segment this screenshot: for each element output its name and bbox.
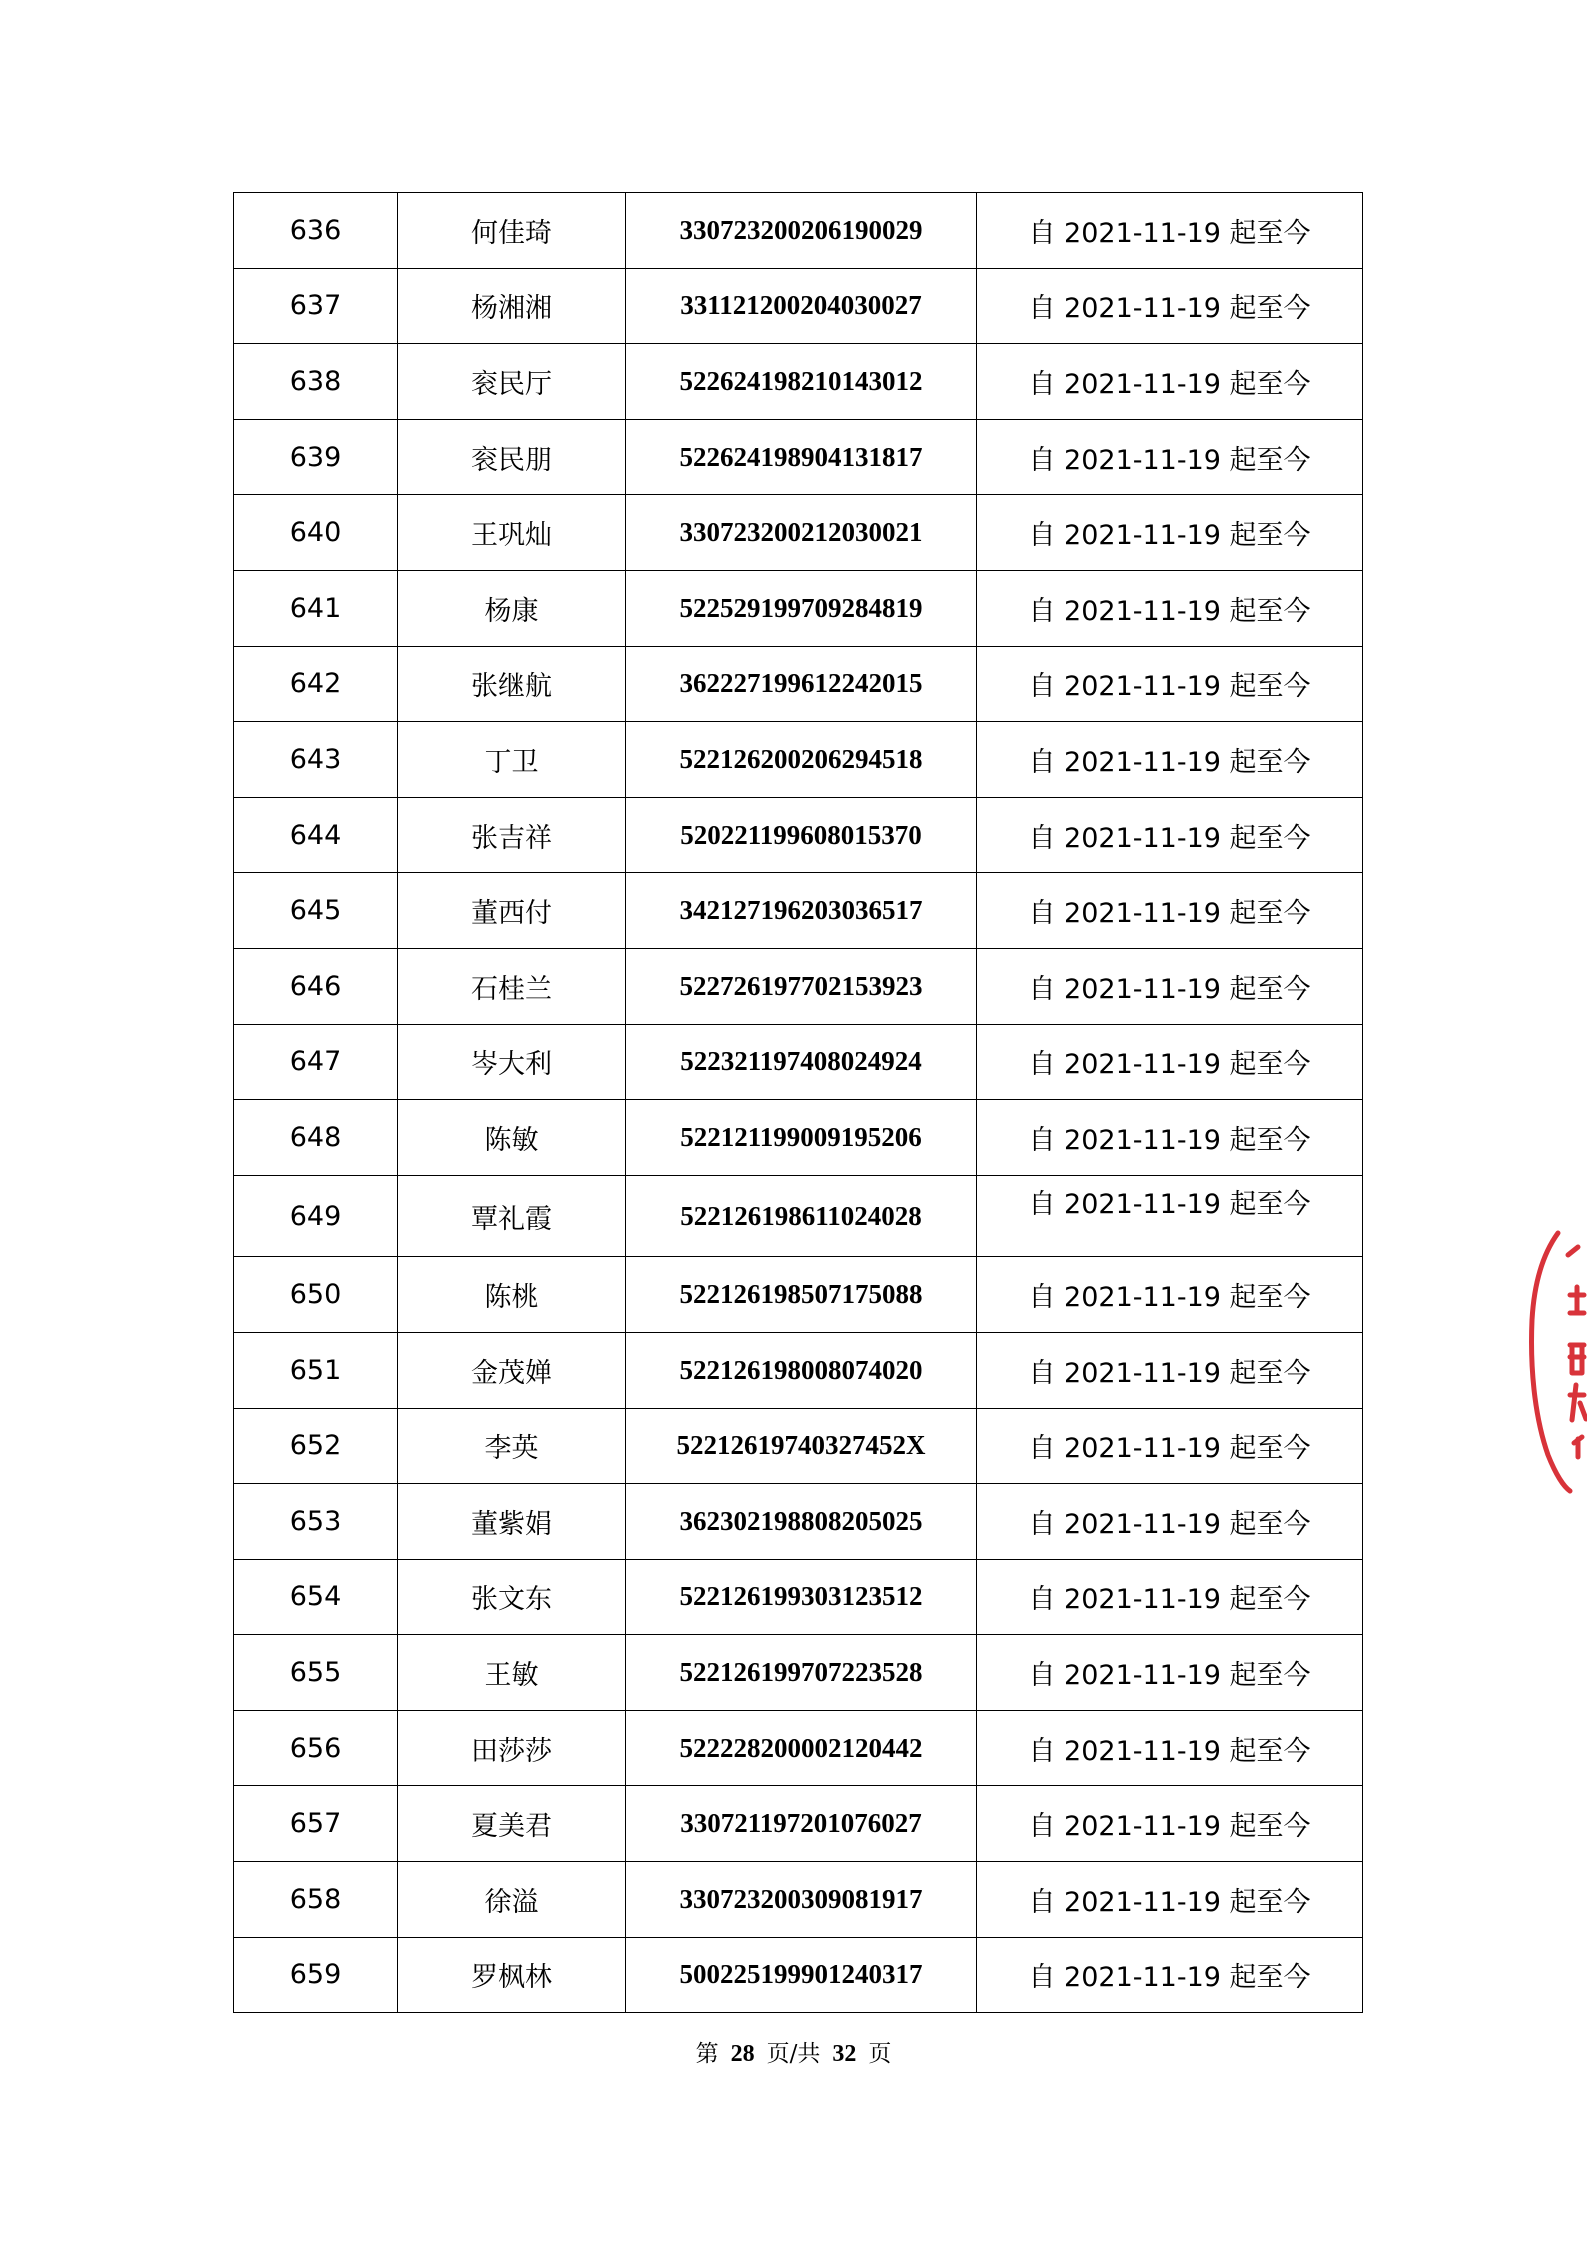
id-number: 330721197201076027: [626, 1786, 977, 1862]
roster-table: [233, 192, 1363, 2013]
row-number: 657: [234, 1786, 398, 1862]
validity-period: 自 2021-11-19 起至今: [977, 873, 1363, 949]
id-number: 522126200206294518: [626, 722, 977, 798]
id-number: 362302198808205025: [626, 1484, 977, 1560]
row-number: 637: [234, 268, 398, 344]
id-number: 522624198210143012: [626, 344, 977, 420]
id-number: 342127196203036517: [626, 873, 977, 949]
person-name: 田莎莎: [398, 1710, 626, 1786]
footer-suffix: 页: [868, 2041, 892, 2067]
table-row: [234, 344, 1363, 420]
footer-total-pages: 32: [832, 2041, 857, 2067]
row-number: 654: [234, 1559, 398, 1635]
person-name: 王巩灿: [398, 495, 626, 571]
id-number: 522228200002120442: [626, 1710, 977, 1786]
id-number: 522126198008074020: [626, 1332, 977, 1408]
id-number: 522126199303123512: [626, 1559, 977, 1635]
validity-period: 自 2021-11-19 起至今: [977, 1024, 1363, 1100]
table-row: [234, 797, 1363, 873]
table-row: [234, 1484, 1363, 1560]
table-row: [234, 722, 1363, 798]
table-row: [234, 1937, 1363, 2013]
validity-period: 自 2021-11-19 起至今: [977, 1786, 1363, 1862]
table-row: [234, 1786, 1363, 1862]
validity-period: 自 2021-11-19 起至今: [977, 344, 1363, 420]
person-name: 张继航: [398, 646, 626, 722]
person-name: 覃礼霞: [398, 1175, 626, 1257]
person-name: 陈敏: [398, 1100, 626, 1176]
person-name: 董紫娟: [398, 1484, 626, 1560]
id-number: 330723200309081917: [626, 1862, 977, 1938]
table-row: [234, 1332, 1363, 1408]
validity-period: 自 2021-11-19 起至今: [977, 1710, 1363, 1786]
id-number: 522126198507175088: [626, 1257, 977, 1333]
validity-period: 自 2021-11-19 起至今: [977, 1100, 1363, 1176]
row-number: 651: [234, 1332, 398, 1408]
row-number: 658: [234, 1862, 398, 1938]
person-name: 石桂兰: [398, 948, 626, 1024]
person-name: 张文东: [398, 1559, 626, 1635]
id-number: 500225199901240317: [626, 1937, 977, 2013]
person-name: 张吉祥: [398, 797, 626, 873]
row-number: 655: [234, 1635, 398, 1711]
row-number: 640: [234, 495, 398, 571]
person-name: 王敏: [398, 1635, 626, 1711]
table-row: [234, 419, 1363, 495]
person-name: 徐溢: [398, 1862, 626, 1938]
validity-period: 自 2021-11-19 起至今: [977, 1332, 1363, 1408]
validity-period: 自 2021-11-19 起至今: [977, 1937, 1363, 2013]
row-number: 656: [234, 1710, 398, 1786]
validity-period: 自 2021-11-19 起至今: [977, 797, 1363, 873]
id-number: 522126198611024028: [626, 1175, 977, 1257]
row-number: 644: [234, 797, 398, 873]
id-number: 522624198904131817: [626, 419, 977, 495]
validity-period: 自 2021-11-19 起至今: [977, 495, 1363, 571]
row-number: 650: [234, 1257, 398, 1333]
validity-period: 自 2021-11-19 起至今: [977, 948, 1363, 1024]
id-number: 330723200206190029: [626, 193, 977, 269]
person-name: 杨湘湘: [398, 268, 626, 344]
red-seal-fragment: [1520, 1225, 1587, 1495]
validity-period: 自 2021-11-19 起至今: [977, 722, 1363, 798]
id-number: 52212619740327452X: [626, 1408, 977, 1484]
validity-period: 自 2021-11-19 起至今: [977, 1559, 1363, 1635]
table-row: [234, 1408, 1363, 1484]
row-number: 653: [234, 1484, 398, 1560]
validity-period: 自 2021-11-19 起至今: [977, 646, 1363, 722]
person-name: 李英: [398, 1408, 626, 1484]
person-name: 衮民厅: [398, 344, 626, 420]
validity-period: 自 2021-11-19 起至今: [977, 570, 1363, 646]
table-row: [234, 1100, 1363, 1176]
row-number: 648: [234, 1100, 398, 1176]
table-row: [234, 1175, 1363, 1257]
row-number: 649: [234, 1175, 398, 1257]
row-number: 643: [234, 722, 398, 798]
footer-middle: 页/共: [766, 2041, 821, 2067]
person-name: 董西付: [398, 873, 626, 949]
row-number: 652: [234, 1408, 398, 1484]
validity-period: 自 2021-11-19 起至今: [977, 1257, 1363, 1333]
table-row: [234, 646, 1363, 722]
validity-period: 自 2021-11-19 起至今: [977, 1408, 1363, 1484]
table-row: [234, 1710, 1363, 1786]
roster-table-body: [234, 193, 1363, 2013]
table-row: [234, 1024, 1363, 1100]
row-number: 645: [234, 873, 398, 949]
id-number: 522726197702153923: [626, 948, 977, 1024]
row-number: 636: [234, 193, 398, 269]
validity-period: 自 2021-11-19 起至今: [977, 1862, 1363, 1938]
table-row: [234, 1257, 1363, 1333]
validity-period: 自 2021-11-19 起至今: [977, 1635, 1363, 1711]
id-number: 330723200212030021: [626, 495, 977, 571]
id-number: 522121199009195206: [626, 1100, 977, 1176]
page-footer: [0, 2035, 1587, 2068]
table-row: [234, 1635, 1363, 1711]
footer-prefix: 第: [695, 2041, 719, 2067]
validity-period: 自 2021-11-19 起至今: [977, 419, 1363, 495]
person-name: 岑大利: [398, 1024, 626, 1100]
person-name: 金茂婵: [398, 1332, 626, 1408]
person-name: 罗枫林: [398, 1937, 626, 2013]
row-number: 647: [234, 1024, 398, 1100]
table-row: [234, 1862, 1363, 1938]
table-row: [234, 268, 1363, 344]
person-name: 杨康: [398, 570, 626, 646]
row-number: 638: [234, 344, 398, 420]
id-number: 522529199709284819: [626, 570, 977, 646]
person-name: 何佳琦: [398, 193, 626, 269]
table-row: [234, 948, 1363, 1024]
row-number: 642: [234, 646, 398, 722]
row-number: 646: [234, 948, 398, 1024]
id-number: 331121200204030027: [626, 268, 977, 344]
id-number: 520221199608015370: [626, 797, 977, 873]
table-row: [234, 1559, 1363, 1635]
validity-period: 自 2021-11-19 起至今: [977, 193, 1363, 269]
validity-period: 自 2021-11-19 起至今: [977, 1484, 1363, 1560]
validity-period: 自 2021-11-19 起至今: [977, 268, 1363, 344]
person-name: 夏美君: [398, 1786, 626, 1862]
table-row: [234, 193, 1363, 269]
row-number: 659: [234, 1937, 398, 2013]
id-number: 522321197408024924: [626, 1024, 977, 1100]
table-row: [234, 570, 1363, 646]
row-number: 639: [234, 419, 398, 495]
person-name: 衮民朋: [398, 419, 626, 495]
validity-period: 自 2021-11-19 起至今: [977, 1175, 1363, 1257]
person-name: 丁卫: [398, 722, 626, 798]
id-number: 362227199612242015: [626, 646, 977, 722]
footer-page-number: 28: [730, 2041, 755, 2067]
table-row: [234, 495, 1363, 571]
seal-icon: [1520, 1225, 1587, 1495]
person-name: 陈桃: [398, 1257, 626, 1333]
table-row: [234, 873, 1363, 949]
row-number: 641: [234, 570, 398, 646]
id-number: 522126199707223528: [626, 1635, 977, 1711]
